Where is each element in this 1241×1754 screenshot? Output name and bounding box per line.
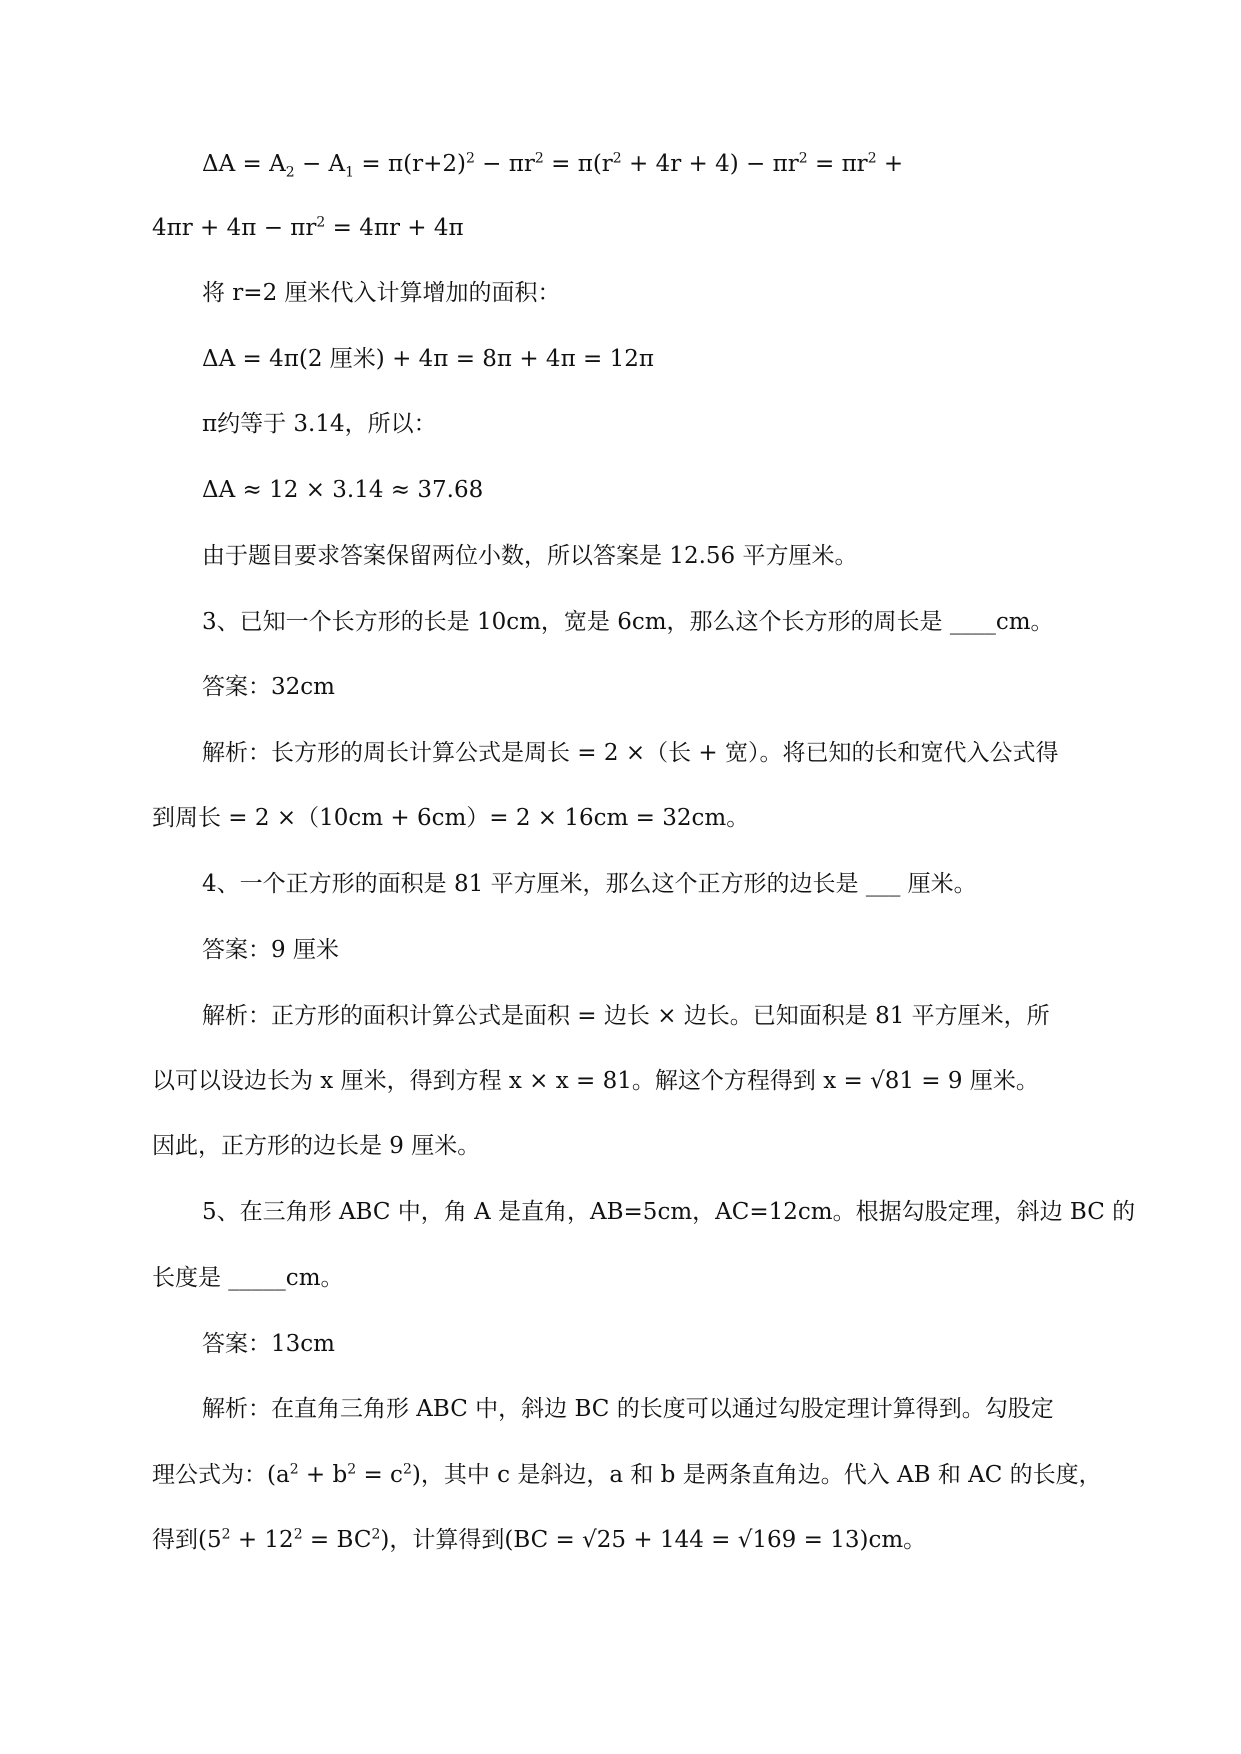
- text-segment: )，计算得到(BC = √25 + 144 = √169 = 13)cm。: [380, 1527, 927, 1553]
- question-5-line-1: 5、在三角形 ABC 中，角 A 是直角，AB=5cm，AC=12cm。根据勾股定理，斜边 BC 的: [202, 1199, 1136, 1225]
- answer-5: 答案：13cm: [202, 1331, 335, 1357]
- text-segment: 2: [316, 214, 326, 231]
- text-segment: − πr: [474, 151, 535, 177]
- text-segment: +: [876, 151, 904, 177]
- text-segment: 2: [221, 1526, 231, 1543]
- text-segment: − A: [294, 151, 346, 177]
- text-segment: 2: [347, 1461, 357, 1478]
- text-segment: 2: [293, 1526, 303, 1543]
- text-segment: = π(r+2): [354, 151, 466, 177]
- text-segment: = c: [356, 1462, 403, 1488]
- question-5-line-2: 长度是 _____cm。: [152, 1265, 344, 1291]
- answer-3: 答案：32cm: [202, 674, 335, 700]
- text-segment: + 4r + 4) − πr: [621, 151, 799, 177]
- text-segment: 4πr + 4π − πr: [152, 215, 317, 241]
- explanation-5-line-1: 解析：在直角三角形 ABC 中，斜边 BC 的长度可以通过勾股定理计算得到。勾股定: [202, 1396, 1054, 1422]
- text-line-pi-value: π约等于 3.14，所以：: [202, 411, 437, 437]
- text-segment: = BC: [302, 1527, 372, 1553]
- text-line-rounding: 由于题目要求答案保留两位小数，所以答案是 12.56 平方厘米。: [202, 543, 858, 569]
- text-segment: 理公式为：(a: [152, 1462, 290, 1488]
- formula-line-approx: ΔA ≈ 12 × 3.14 ≈ 37.68: [202, 477, 484, 503]
- text-segment: 2: [612, 150, 622, 167]
- text-segment: 2: [285, 164, 295, 181]
- explanation-3-line-2: 到周长 = 2 ×（10cm + 6cm）= 2 × 16cm = 32cm。: [152, 805, 750, 831]
- question-3: 3、已知一个长方形的长是 10cm，宽是 6cm，那么这个长方形的周长是 ____cm。: [202, 609, 1054, 635]
- text-segment: 2: [867, 150, 877, 167]
- explanation-5-line-2: [152, 1459, 1102, 1491]
- text-segment: 2: [465, 150, 475, 167]
- formula-line-delta-a-12pi: ΔA = 4π(2 厘米) + 4π = 8π + 4π = 12π: [202, 346, 654, 372]
- explanation-5-line-3: [152, 1524, 926, 1556]
- text-segment: = π(r: [543, 151, 613, 177]
- text-segment: 2: [289, 1461, 299, 1478]
- text-segment: 2: [402, 1461, 412, 1478]
- explanation-4-line-3: 因此，正方形的边长是 9 厘米。: [152, 1133, 481, 1159]
- text-line-substitute-r: 将 r=2 厘米代入计算增加的面积：: [202, 280, 561, 306]
- text-segment: + 12: [230, 1527, 294, 1553]
- formula-line-delta-a-result: [152, 212, 464, 244]
- text-segment: + b: [298, 1462, 348, 1488]
- text-segment: ΔA = A: [202, 151, 286, 177]
- explanation-3-line-1: 解析：长方形的周长计算公式是周长 = 2 ×（长 + 宽）。将已知的长和宽代入公式得: [202, 740, 1059, 766]
- text-segment: )，其中 c 是斜边，a 和 b 是两条直角边。代入 AB 和 AC 的长度，: [411, 1462, 1102, 1488]
- text-segment: = πr: [807, 151, 868, 177]
- text-segment: 2: [371, 1526, 381, 1543]
- text-segment: = 4πr + 4π: [325, 215, 464, 241]
- text-segment: 2: [798, 150, 808, 167]
- formula-line-delta-a-expansion: [202, 148, 903, 180]
- explanation-4-line-2: 以可以设边长为 x 厘米，得到方程 x × x = 81。解这个方程得到 x = √81 = 9 厘米。: [152, 1068, 1039, 1094]
- text-segment: 得到(5: [152, 1527, 222, 1553]
- answer-4: 答案：9 厘米: [202, 937, 339, 963]
- explanation-4-line-1: 解析：正方形的面积计算公式是面积 = 边长 × 边长。已知面积是 81 平方厘米，所: [202, 1003, 1050, 1029]
- text-segment: 1: [345, 164, 355, 181]
- question-4: 4、一个正方形的面积是 81 平方厘米，那么这个正方形的边长是 ___ 厘米。: [202, 871, 977, 897]
- text-segment: 2: [534, 150, 544, 167]
